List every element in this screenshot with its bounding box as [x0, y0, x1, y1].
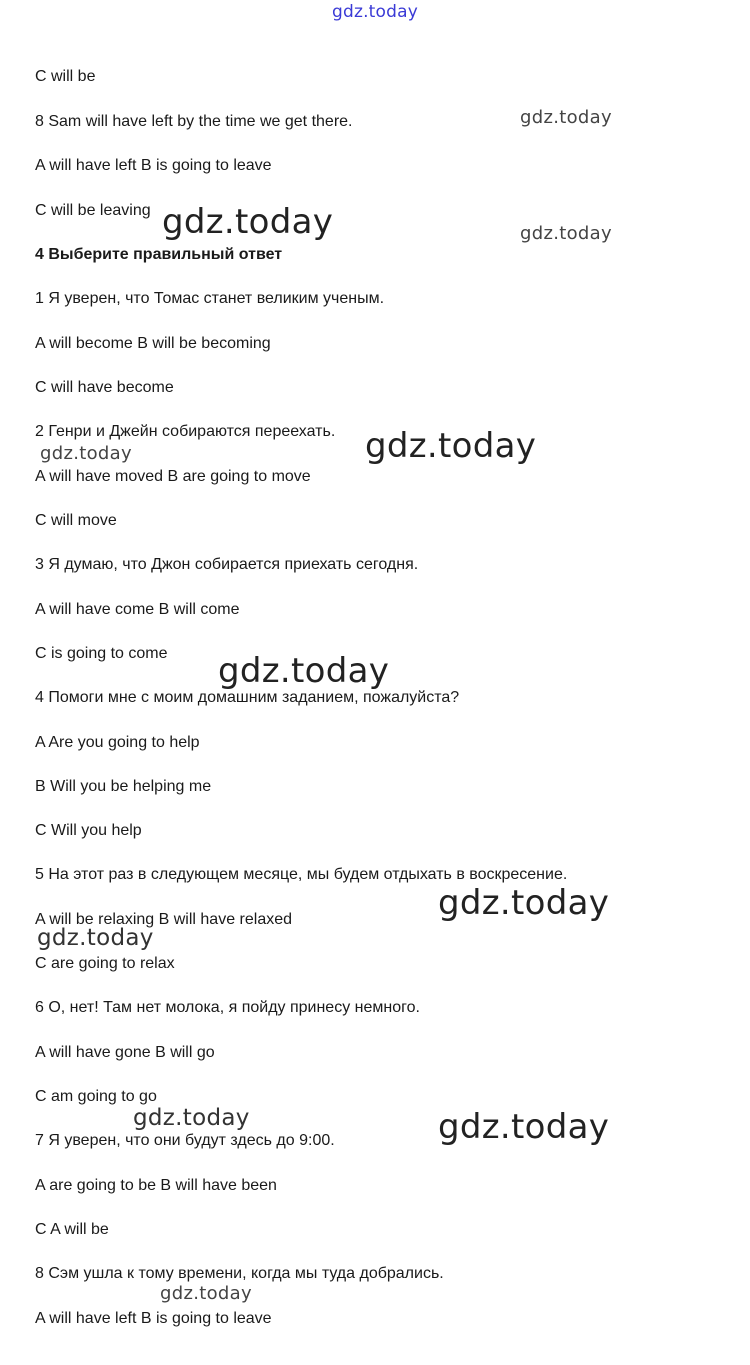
question-line: 8 Сэм ушла к тому времени, когда мы туда добрались. [35, 1265, 444, 1282]
text-line: A will have left B is going to leave [35, 1310, 272, 1327]
question-line: 5 На этот раз в следующем месяце, мы будем отдыхать в воскресение. [35, 866, 568, 883]
watermark: gdz.today [520, 223, 612, 244]
question-line: 1 Я уверен, что Томас станет великим ученым. [35, 290, 385, 307]
watermark: gdz.today [520, 107, 612, 128]
text-line: A Are you going to help [35, 734, 200, 751]
text-line: C will move [35, 512, 117, 529]
question-line: 2 Генри и Джейн собираются переехать. [35, 423, 336, 440]
text-line: C am going to go [35, 1088, 157, 1105]
watermark: gdz.today [40, 443, 132, 464]
text-line: A are going to be B will have been [35, 1177, 277, 1194]
text-line: A will have gone B will go [35, 1044, 215, 1061]
watermark: gdz.today [162, 202, 334, 242]
text-line: 8 Sam will have left by the time we get there. [35, 113, 353, 130]
watermark: gdz.today [133, 1105, 250, 1131]
question-line: 4 Помоги мне с моим домашним заданием, пожалуйста? [35, 689, 460, 706]
watermark: gdz.today [160, 1283, 252, 1304]
text-line: A will have moved B are going to move [35, 468, 311, 485]
text-line: A will be relaxing B will have relaxed [35, 911, 293, 928]
watermark: gdz.today [218, 651, 390, 691]
text-line: C Will you help [35, 822, 142, 839]
text-line: C A will be [35, 1221, 109, 1238]
text-line: C will have become [35, 379, 174, 396]
text-line: A will become B will be becoming [35, 335, 271, 352]
text-line: C will be [35, 68, 96, 85]
question-line: 6 О, нет! Там нет молока, я пойду принесу немного. [35, 999, 420, 1016]
watermark: gdz.today [438, 883, 610, 923]
site-header-link[interactable]: gdz.today [331, 2, 419, 22]
text-line: A will have left B is going to leave [35, 157, 272, 174]
question-line: 3 Я думаю, что Джон собирается приехать сегодня. [35, 556, 419, 573]
watermark: gdz.today [37, 925, 154, 951]
question-line: 7 Я уверен, что они будут здесь до 9:00. [35, 1132, 335, 1149]
text-line: A will have come B will come [35, 601, 240, 618]
section-heading: 4 Выберите правильный ответ [35, 246, 283, 263]
text-line: C is going to come [35, 645, 168, 662]
watermark: gdz.today [438, 1107, 610, 1147]
text-line: C are going to relax [35, 955, 175, 972]
text-line: C will be leaving [35, 202, 151, 219]
text-line: B Will you be helping me [35, 778, 212, 795]
watermark: gdz.today [365, 426, 537, 466]
